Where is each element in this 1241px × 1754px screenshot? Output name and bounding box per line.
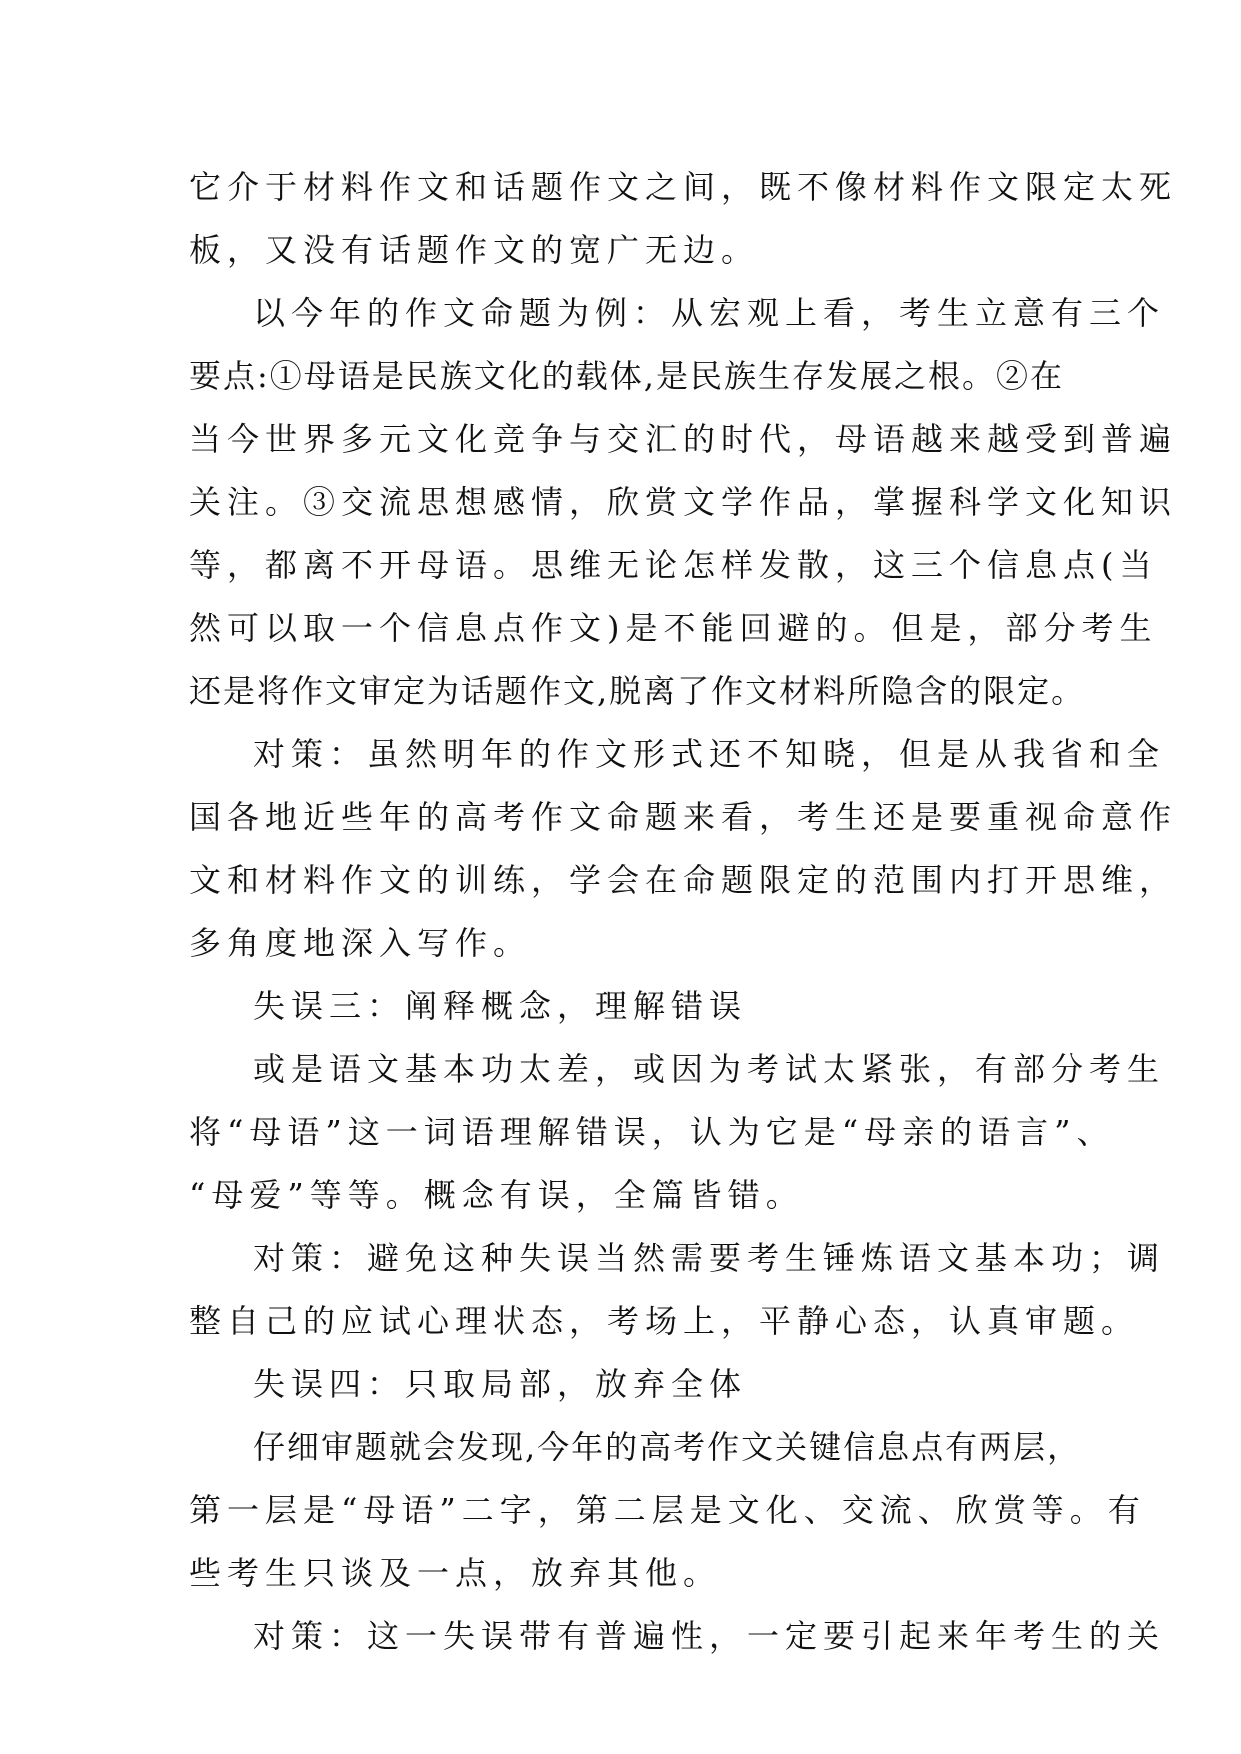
text-line: 多角度地深入写作。 <box>189 924 532 962</box>
section-heading: 失误四：只取局部，放弃全体 <box>253 1365 748 1403</box>
text-line: 对策：这一失误带有普遍性，一定要引起来年考生的关 <box>253 1617 1166 1655</box>
text-line: 文和材料作文的训练，学会在命题限定的范围内打开思维， <box>189 861 1178 899</box>
section-heading: 失误三：阐释概念，理解错误 <box>253 987 748 1025</box>
text-line: “母爱”等等。概念有误，全篇皆错。 <box>189 1176 804 1214</box>
text-line: 还是将作文审定为话题作文,脱离了作文材料所隐含的限定。 <box>189 672 1086 710</box>
text-line: 要点:①母语是民族文化的载体,是民族生存发展之根。②在 <box>189 357 1064 395</box>
text-line: 第一层是“母语”二字，第二层是文化、交流、欣赏等。有 <box>189 1491 1146 1529</box>
text-line: 关注。③交流思想感情，欣赏文学作品，掌握科学文化知识 <box>189 483 1178 521</box>
text-line: 仔细审题就会发现,今年的高考作文关键信息点有两层， <box>253 1428 1082 1466</box>
text-line: 将“母语”这一词语理解错误，认为它是“母亲的语言”、 <box>189 1113 1115 1151</box>
text-line: 国各地近些年的高考作文命题来看，考生还是要重视命意作 <box>189 798 1178 836</box>
text-line: 对策：虽然明年的作文形式还不知晓，但是从我省和全 <box>253 735 1166 773</box>
text-line: 或是语文基本功太差，或因为考试太紧张，有部分考生 <box>253 1050 1166 1088</box>
text-line: 当今世界多元文化竞争与交汇的时代，母语越来越受到普遍 <box>189 420 1178 458</box>
text-line: 以今年的作文命题为例：从宏观上看，考生立意有三个 <box>253 294 1166 332</box>
text-line: 它介于材料作文和话题作文之间，既不像材料作文限定太死 <box>189 168 1178 206</box>
text-line: 些考生只谈及一点，放弃其他。 <box>189 1554 722 1592</box>
text-line: 板，又没有话题作文的宽广无边。 <box>189 231 760 269</box>
document-body <box>189 156 1178 1668</box>
text-line: 然可以取一个信息点作文)是不能回避的。但是，部分考生 <box>189 609 1158 647</box>
text-line: 整自己的应试心理状态，考场上，平静心态，认真审题。 <box>189 1302 1140 1340</box>
text-line: 等，都离不开母语。思维无论怎样发散，这三个信息点(当 <box>189 546 1158 584</box>
text-line: 对策：避免这种失误当然需要考生锤炼语文基本功；调 <box>253 1239 1166 1277</box>
